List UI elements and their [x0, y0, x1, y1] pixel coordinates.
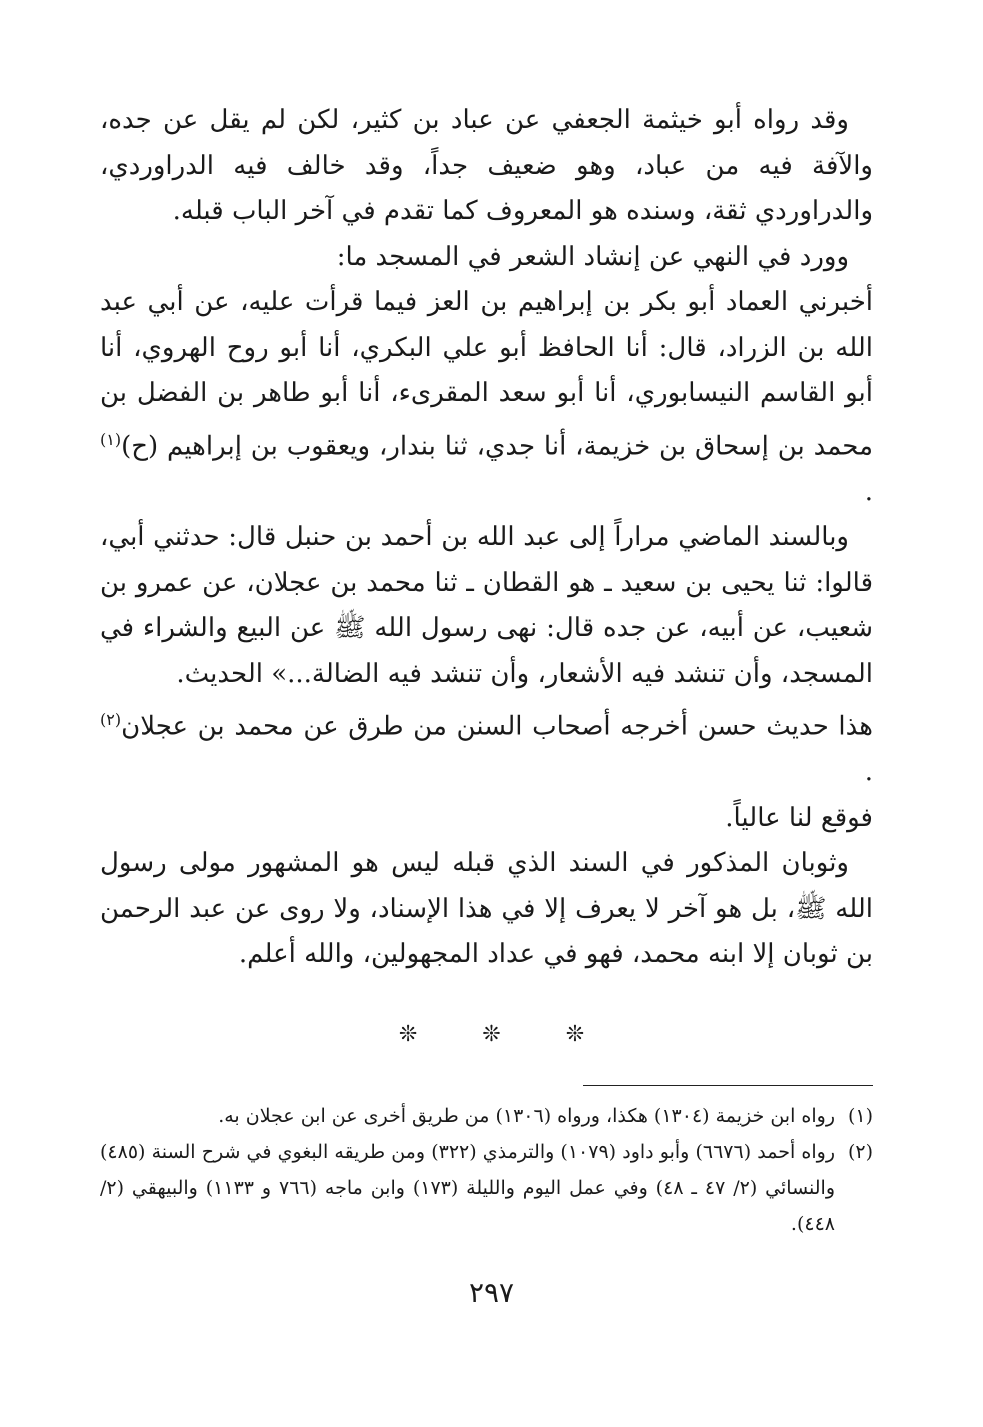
footnote-2-number: (٢)	[847, 1141, 873, 1163]
paragraph-1: وقد رواه أبو خيثمة الجعفي عن عباد بن كثير، لكن لم يقل عن جده، والآفة فيه من عباد، وهو ضعيف جداً، وقد خالف فيه الدراوردي، والدراوردي ثقة، وسنده هو المعروف كما تقدم في آخر الباب قبله.	[100, 105, 873, 226]
paragraph-2: وورد في النهي عن إنشاد الشعر في المسجد ما:	[336, 241, 849, 272]
paragraph-5-end: .	[864, 757, 873, 788]
footnotes	[100, 1098, 873, 1242]
footnote-2	[100, 1134, 873, 1242]
paragraph-3	[100, 280, 873, 515]
paragraph-4: وبالسند الماضي مراراً إلى عبد الله بن أحمد بن حنبل قال: حدثني أبي، قالوا: ثنا يحيى بن سعيد ـ هو القطان ـ ثنا محمد بن عجلان، عن عمرو بن شعيب، عن أبيه، عن جده قال: نهى رسول الله ﷺ عن البيع والشراء في المسجد، وأن تنشد فيه الأشعار، وأن تنشد فيه الضالة...» الحديث.	[100, 522, 873, 689]
paragraph-3-end: .	[864, 476, 873, 507]
footnote-1	[100, 1098, 873, 1134]
footnote-ref-2: (٢)	[100, 710, 122, 730]
paragraph-6: فوقع لنا عالياً.	[725, 802, 873, 833]
paragraph-5	[100, 697, 873, 796]
footnote-divider	[583, 1085, 873, 1086]
footnote-1-text: رواه ابن خزيمة (١٣٠٤) هكذا، ورواه (١٣٠٦) من طريق أخرى عن ابن عجلان به.	[218, 1105, 835, 1127]
paragraph-3-text: أخبرني العماد أبو بكر بن إبراهيم بن العز فيما قرأت عليه، عن أبي عبد الله بن الزراد، قال: أنا الحافظ أبو علي البكري، أنا أبو روح الهروي، أنا أبو القاسم النيسابوري، أنا أبو سعد المقرىء، أنا أبو طاهر بن الفضل بن محمد بن إسحاق بن خزيمة، أنا جدي، ثنا بندار، ويعقوب بن إبراهيم (ح)	[100, 287, 874, 462]
paragraph-7: وثوبان المذكور في السند الذي قبله ليس هو المشهور مولى رسول الله ﷺ، بل هو آخر لا يعرف إلا في هذا الإسناد، ولا روى عن عبد الرحمن بن ثوبان إلا ابنه محمد، فهو في عداد المجهولين، والله أعلم.	[100, 848, 873, 970]
page-number: ٢٩٧	[468, 1276, 515, 1309]
footnote-1-number: (١)	[847, 1105, 873, 1127]
footnote-ref-1: (١)	[100, 429, 122, 449]
section-separator: ❊ ❊ ❊	[398, 1022, 585, 1047]
paragraph-5-text: هذا حديث حسن أخرجه أصحاب السنن من طرق عن محمد بن عجلان	[121, 711, 873, 742]
footnote-2-text: رواه أحمد (٦٦٧٦) وأبو داود (١٠٧٩) والترمذي (٣٢٢) ومن طريقه البغوي في شرح السنة (٤٨٥) والنسائي (٢/ ٤٧ ـ ٤٨) وفي عمل اليوم والليلة (١٧٣) وابن ماجه (٧٦٦ و ١١٣٣) والبيهقي (٢/ ٤٤٨).	[100, 1141, 836, 1235]
main-text	[100, 98, 873, 978]
